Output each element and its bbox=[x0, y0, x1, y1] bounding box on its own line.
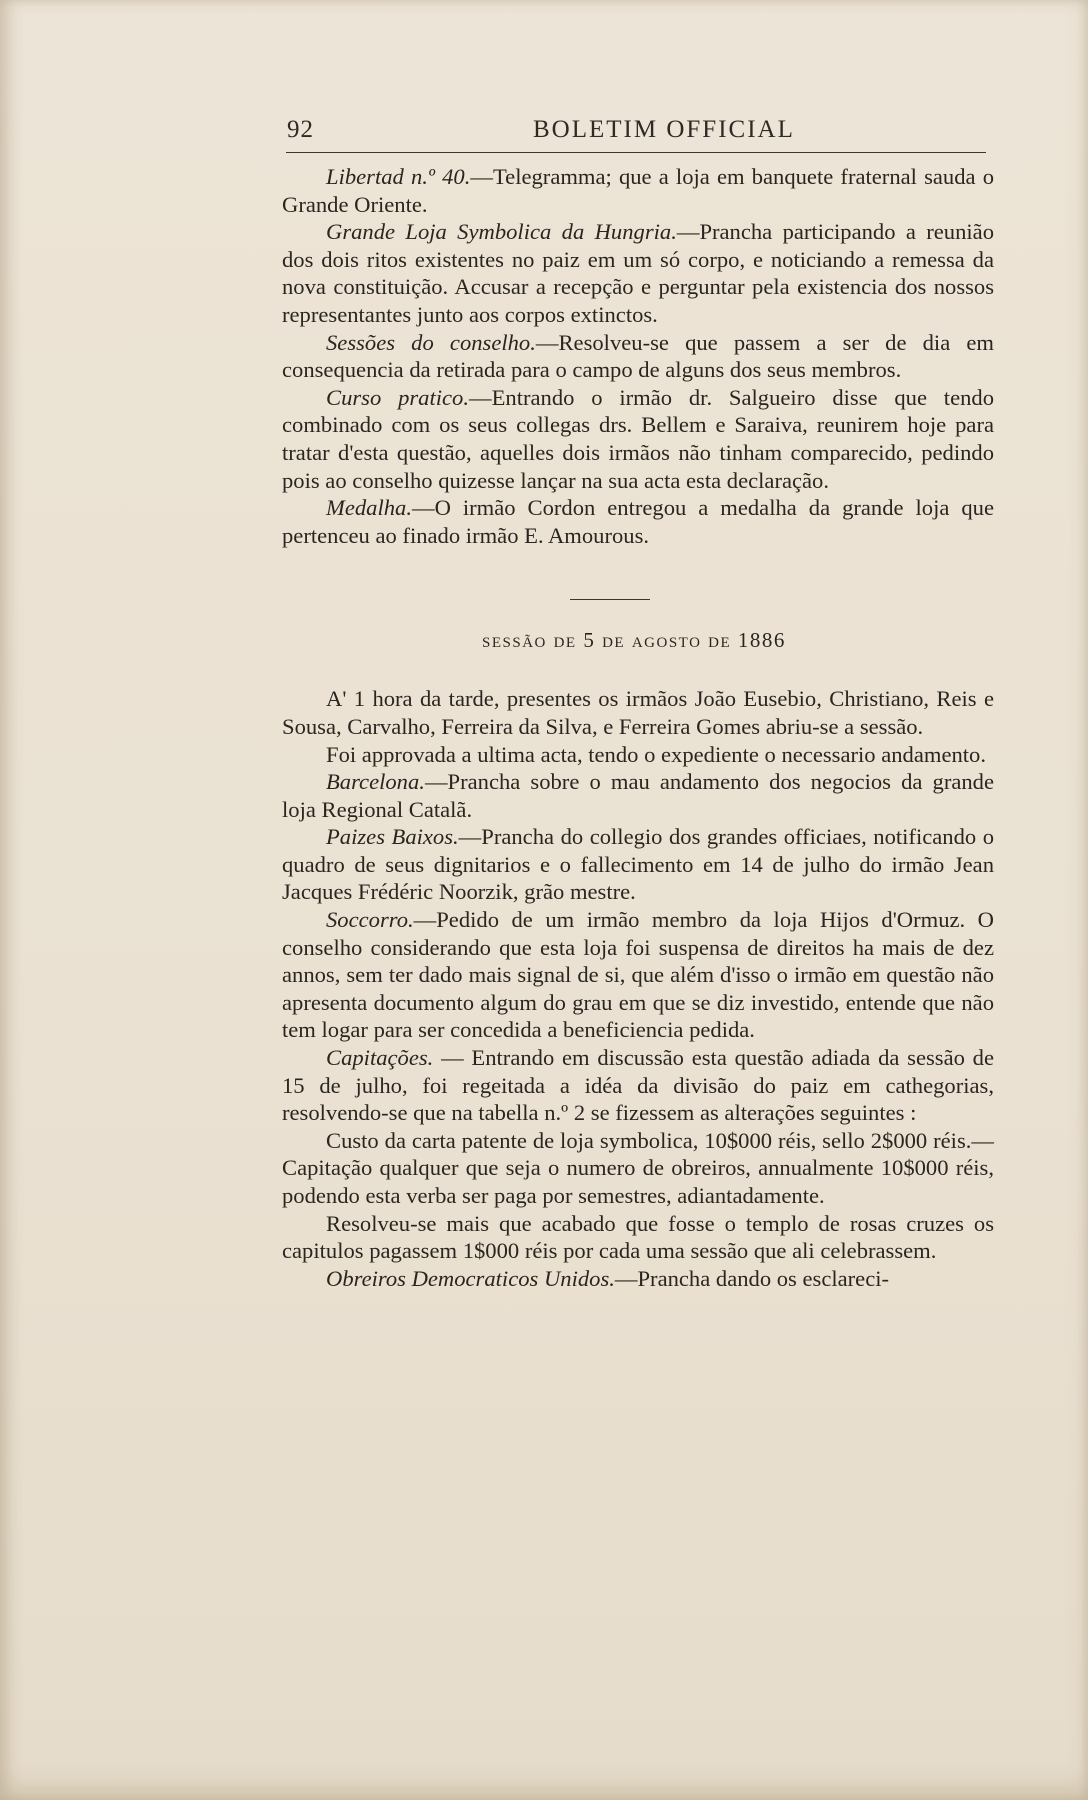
paragraph-text: —Telegramma; que a loja em banquete fraternal sauda o Grande Oriente. bbox=[282, 164, 994, 217]
paragraph bbox=[282, 741, 994, 769]
paragraph bbox=[282, 218, 994, 328]
paragraph bbox=[282, 906, 994, 1044]
paragraph bbox=[282, 768, 994, 823]
paragraph-lead: Libertad n.º 40. bbox=[326, 164, 471, 189]
paragraph bbox=[282, 384, 994, 494]
paragraph-text: —Resolveu-se que passem a ser de dia em consequencia da retirada para o campo de alguns dos seus membros. bbox=[282, 329, 994, 383]
paragraph-text: —Entrando o irmão dr. Salgueiro disse que tendo combinado com os seus collegas drs. Bellem e Saraiva, reunirem hoje para tratar d'esta questão, aquelles dois irmãos não tinham comparecido, pedindo pois ao conselho quizesse lançar na sua acta esta declaração. bbox=[282, 384, 994, 493]
running-title: BOLETIM OFFICIAL bbox=[533, 116, 795, 143]
paragraph bbox=[282, 1210, 994, 1265]
section-break bbox=[282, 599, 994, 659]
paragraph-text: —Prancha participando a reunião dos dois ritos existentes no paiz em um só corpo, e noticiando a remessa da nova constituição. Accusar a recepção e perguntar pela existencia dos nossos representantes junto aos corpos extinctos. bbox=[282, 219, 994, 327]
paragraph-text: —Prancha do collegio dos grandes officiaes, notificando o quadro de seus dignitarios e o fallecimento em 14 de julho do irmão Jean Jacques Frédéric Noorzik, grão mestre. bbox=[282, 824, 994, 905]
section-divider bbox=[570, 599, 650, 600]
paragraph-lead: Obreiros Democraticos Unidos. bbox=[326, 1265, 615, 1291]
section-body bbox=[282, 685, 994, 1292]
paragraph bbox=[282, 494, 994, 549]
paragraph-lead: Capitações. bbox=[326, 1045, 434, 1071]
paragraph-text: —Pedido de um irmão membro da loja Hijos d'Ormuz. O conselho considerando que esta loja foi suspensa de direitos ha mais de dez annos, sem ter dado mais signal de si, que além d'isso o irmão em questão não apresenta documento algum do grau em que se diz investido, entende que não tem logar para ser concedida a beneficiencia pedida. bbox=[282, 907, 994, 1043]
section-heading: sessão de 5 de agosto de 1886 bbox=[482, 628, 786, 653]
paragraph-lead: Paizes Baixos. bbox=[326, 824, 459, 850]
text-column bbox=[282, 163, 994, 1292]
header-rule bbox=[286, 152, 986, 153]
paragraph-text: Resolveu-se mais que acabado que fosse o templo de rosas cruzes os capitulos pagassem 1$000 réis por cada uma sessão que ali celebrassem. bbox=[282, 1210, 994, 1264]
paragraph bbox=[282, 1265, 994, 1293]
paragraph-lead: Soccorro. bbox=[326, 907, 414, 933]
paragraph-lead: Grande Loja Symbolica da Hungria. bbox=[326, 219, 677, 245]
paragraph-lead: Medalha. bbox=[326, 495, 412, 521]
page-number: 92 bbox=[287, 116, 314, 143]
paragraph-text: Custo da carta patente de loja symbolica, 10$000 réis, sello 2$000 réis.—Capitação qualquer que seja o numero de obreiros, annualmente 10$000 réis, podendo esta verba ser paga por semestres, adiantadamente. bbox=[282, 1127, 994, 1208]
paragraph-lead: Curso pratico. bbox=[326, 384, 469, 410]
paragraph-lead: Sessões do conselho. bbox=[326, 329, 536, 355]
paragraph-text: A' 1 hora da tarde, presentes os irmãos João Eusebio, Christiano, Reis e Sousa, Carvalho, Ferreira da Silva, e Ferreira Gomes abriu-se a sessão. bbox=[282, 686, 994, 739]
paragraph-text: — Entrando em discussão esta questão adiada da sessão de 15 de julho, foi regeitada a idéa da divisão do paiz em cathegorias, resolvendo-se que na tabella n.º 2 se fizessem as alterações seguintes : bbox=[282, 1045, 994, 1126]
paragraph bbox=[282, 1127, 994, 1210]
paragraph bbox=[282, 823, 994, 906]
page-header bbox=[283, 112, 987, 152]
paragraph-lead: Barcelona. bbox=[326, 769, 425, 795]
paragraph-text: —O irmão Cordon entregou a medalha da grande loja que pertenceu ao finado irmão E. Amourous. bbox=[282, 495, 994, 548]
paragraph-text: —Prancha sobre o mau andamento dos negocios da grande loja Regional Catalã. bbox=[282, 769, 994, 822]
paragraph-text: —Prancha dando os esclareci- bbox=[614, 1265, 890, 1291]
paragraph bbox=[282, 329, 994, 384]
paragraph bbox=[282, 163, 994, 218]
paragraph bbox=[282, 1044, 994, 1127]
paragraph-text: Foi approvada a ultima acta, tendo o expediente o necessario andamento. bbox=[326, 741, 986, 767]
paragraph bbox=[282, 685, 994, 740]
